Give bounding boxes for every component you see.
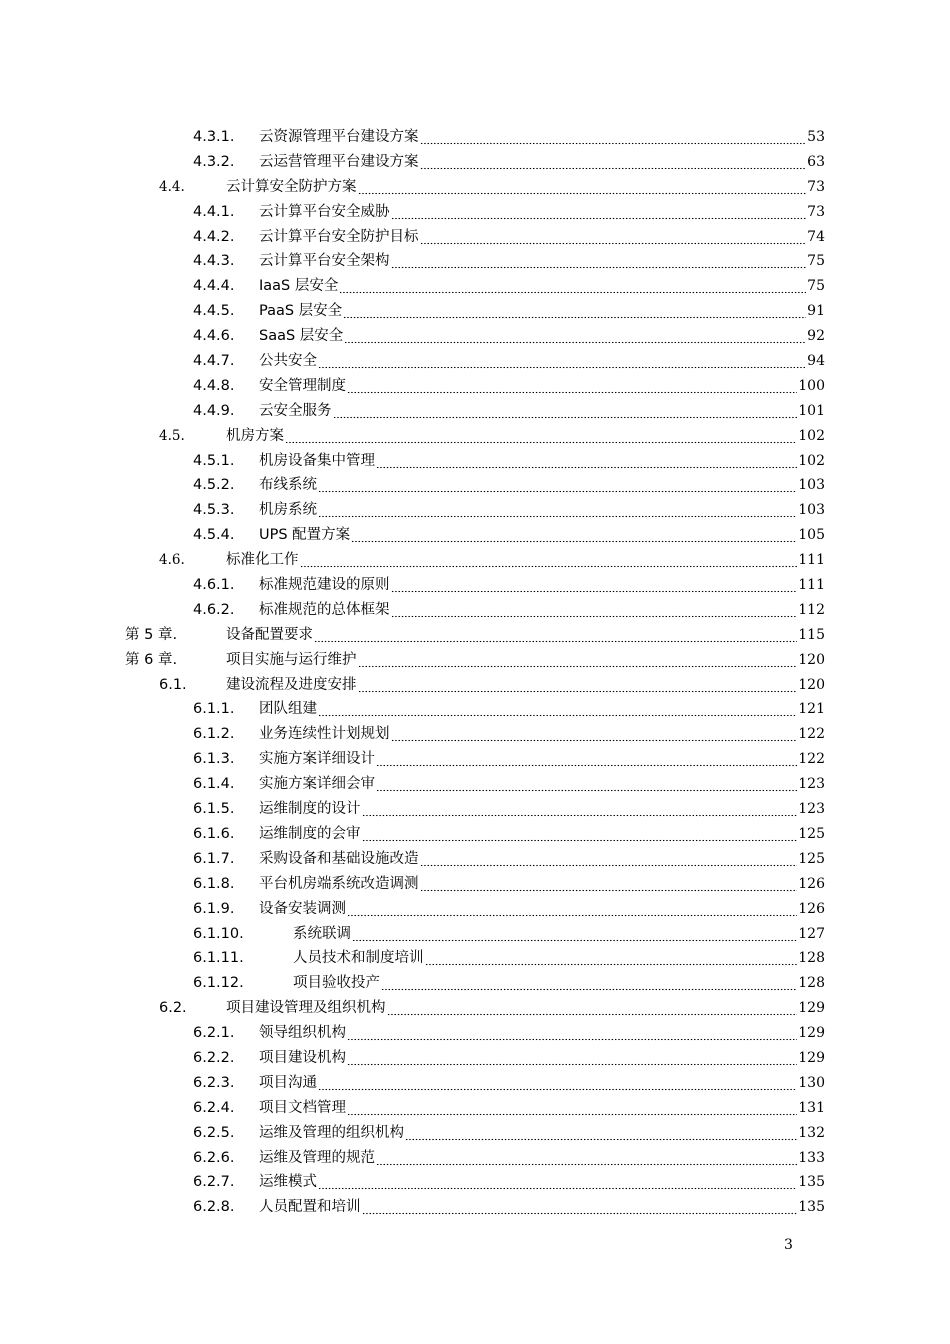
toc-entry[interactable] xyxy=(0,897,950,922)
toc-entry-number: 6.1.6. xyxy=(193,825,235,842)
toc-dot-leader xyxy=(347,1046,797,1071)
toc-entry-number: 第 5 章. xyxy=(125,626,178,643)
toc-dot-leader xyxy=(344,324,806,349)
toc-entry[interactable] xyxy=(0,673,950,698)
toc-entry-number: 4.6.1. xyxy=(193,577,235,594)
toc-dot-leader xyxy=(318,473,797,498)
toc-entry-number: 4.4.6. xyxy=(193,328,235,345)
toc-entry-title: 标准化工作 xyxy=(226,552,299,569)
toc-dot-leader xyxy=(347,897,797,922)
toc-entry-number: 6.2.6. xyxy=(193,1149,235,1166)
toc-entry-number: 6.1.10. xyxy=(193,925,244,942)
toc-entry-page: 103 xyxy=(798,477,825,494)
toc-entry[interactable] xyxy=(0,349,950,374)
toc-entry-number: 6.2.8. xyxy=(193,1199,235,1216)
toc-entry-number: 4.4.4. xyxy=(193,278,235,295)
toc-entry[interactable] xyxy=(0,523,950,548)
toc-entry[interactable] xyxy=(0,249,950,274)
toc-entry-page: 130 xyxy=(798,1074,825,1091)
toc-entry[interactable] xyxy=(0,598,950,623)
toc-entry-page: 125 xyxy=(798,825,825,842)
toc-dot-leader xyxy=(343,299,806,324)
toc-dot-leader xyxy=(391,249,806,274)
toc-entry-page: 103 xyxy=(798,502,825,519)
toc-entry-page: 105 xyxy=(798,527,825,544)
toc-entry-page: 112 xyxy=(798,601,825,618)
toc-dot-leader xyxy=(387,996,797,1021)
toc-entry-number: 6.2.3. xyxy=(193,1074,235,1091)
toc-entry-title: 运维制度的会审 xyxy=(259,825,361,842)
toc-entry[interactable] xyxy=(0,922,950,947)
toc-dot-leader xyxy=(318,697,797,722)
toc-entry-title: SaaS 层安全 xyxy=(259,328,344,345)
toc-entry-page: 115 xyxy=(798,626,825,643)
toc-entry[interactable] xyxy=(0,797,950,822)
toc-dot-leader xyxy=(318,349,806,374)
toc-entry-title: 云安全服务 xyxy=(259,402,332,419)
toc-entry[interactable] xyxy=(0,324,950,349)
toc-entry-number: 6.1.7. xyxy=(193,850,235,867)
toc-entry-number: 4.6.2. xyxy=(193,601,235,618)
toc-entry-title: 机房系统 xyxy=(259,502,317,519)
toc-entry[interactable] xyxy=(0,175,950,200)
toc-entry-page: 121 xyxy=(798,701,825,718)
toc-entry-title: 人员配置和培训 xyxy=(259,1199,361,1216)
page-number: 3 xyxy=(784,1237,793,1253)
toc-entry-title: 机房设备集中管理 xyxy=(259,452,375,469)
toc-entry-page: 122 xyxy=(798,751,825,768)
toc-dot-leader xyxy=(376,747,797,772)
toc-entry-title: UPS 配置方案 xyxy=(259,527,351,544)
toc-entry-page: 102 xyxy=(798,427,825,444)
toc-dot-leader xyxy=(405,1121,797,1146)
toc-entry-page: 125 xyxy=(798,850,825,867)
toc-entry-title: 团队组建 xyxy=(259,701,317,718)
toc-entry-title: 实施方案详细会审 xyxy=(259,776,375,793)
toc-entry-number: 6.1.3. xyxy=(193,751,235,768)
toc-entry[interactable] xyxy=(0,200,950,225)
toc-entry-title: 业务连续性计划规划 xyxy=(259,726,390,743)
toc-entry-number: 6.1.9. xyxy=(193,900,235,917)
toc-entry[interactable] xyxy=(0,697,950,722)
toc-entry-page: 122 xyxy=(798,726,825,743)
toc-entry-page: 73 xyxy=(807,178,825,195)
toc-entry[interactable] xyxy=(0,971,950,996)
toc-entry-title: 云资源管理平台建设方案 xyxy=(259,129,419,145)
toc-entry[interactable] xyxy=(0,374,950,399)
toc-entry[interactable] xyxy=(0,473,950,498)
toc-entry-page: 111 xyxy=(798,552,825,569)
toc-entry-title: 公共安全 xyxy=(259,353,317,370)
toc-entry-page: 129 xyxy=(798,1000,825,1017)
toc-entry[interactable] xyxy=(0,498,950,523)
toc-entry-page: 75 xyxy=(807,278,825,295)
toc-entry[interactable] xyxy=(0,1121,950,1146)
toc-dot-leader xyxy=(358,175,806,200)
toc-entry-number: 6.1. xyxy=(159,676,187,693)
toc-dot-leader xyxy=(351,523,797,548)
toc-entry[interactable] xyxy=(0,1146,950,1171)
toc-entry-title: 标准规范的总体框架 xyxy=(259,601,390,618)
toc-entry-title: 项目验收投产 xyxy=(293,975,380,992)
toc-dot-leader xyxy=(420,872,797,897)
toc-entry-number: 4.4.8. xyxy=(193,377,235,394)
toc-entry-number: 6.1.5. xyxy=(193,801,235,818)
toc-entry[interactable] xyxy=(0,872,950,897)
toc-entry-number: 第 6 章. xyxy=(125,651,178,668)
toc-entry[interactable] xyxy=(0,125,950,150)
toc-dot-leader xyxy=(381,971,797,996)
toc-entry-title: 设备安装调测 xyxy=(259,900,346,917)
toc-entry[interactable] xyxy=(0,847,950,872)
toc-entry-page: 123 xyxy=(798,801,825,818)
toc-entry[interactable] xyxy=(0,449,950,474)
toc-entry-page: 91 xyxy=(807,303,825,320)
toc-dot-leader xyxy=(339,274,806,299)
toc-entry[interactable] xyxy=(0,225,950,250)
toc-entry-title: 布线系统 xyxy=(259,477,317,494)
toc-entry[interactable] xyxy=(0,623,950,648)
toc-entry-page: 53 xyxy=(807,129,825,145)
toc-entry[interactable] xyxy=(0,150,950,175)
toc-entry-title: 系统联调 xyxy=(293,925,351,942)
toc-entry-number: 4.4.7. xyxy=(193,353,235,370)
toc-dot-leader xyxy=(333,399,797,424)
toc-entry-page: 100 xyxy=(798,377,825,394)
toc-entry-number: 6.2.7. xyxy=(193,1174,235,1191)
toc-entry[interactable] xyxy=(0,772,950,797)
toc-dot-leader xyxy=(376,1146,797,1171)
toc-entry-title: 机房方案 xyxy=(226,427,284,444)
toc-entry-title: 云计算安全防护方案 xyxy=(226,178,357,195)
toc-entry-title: 项目文档管理 xyxy=(259,1099,346,1116)
toc-entry[interactable] xyxy=(0,996,950,1021)
toc-entry-title: 云运营管理平台建设方案 xyxy=(259,153,419,170)
toc-entry[interactable] xyxy=(0,648,950,673)
toc-entry-title: 平台机房端系统改造调测 xyxy=(259,875,419,892)
toc-entry-page: 120 xyxy=(798,651,825,668)
toc-entry[interactable] xyxy=(0,424,950,449)
toc-entry-page: 92 xyxy=(807,328,825,345)
toc-entry-page: 74 xyxy=(807,228,825,245)
toc-entry-title: 运维及管理的规范 xyxy=(259,1149,375,1166)
toc-entry-number: 4.3.1. xyxy=(193,129,235,145)
toc-entry[interactable] xyxy=(0,399,950,424)
toc-dot-leader xyxy=(391,200,806,225)
toc-dot-leader xyxy=(285,424,797,449)
toc-entry-page: 102 xyxy=(798,452,825,469)
toc-entry-number: 6.2.1. xyxy=(193,1025,235,1042)
toc-entry-page: 126 xyxy=(798,875,825,892)
toc-entry-title: 运维制度的设计 xyxy=(259,801,361,818)
toc-dot-leader xyxy=(420,125,806,150)
toc-entry[interactable] xyxy=(0,946,950,971)
toc-entry-number: 6.1.1. xyxy=(193,701,235,718)
toc-entry-number: 6.1.8. xyxy=(193,875,235,892)
toc-entry-title: 运维及管理的组织机构 xyxy=(259,1124,404,1141)
toc-entry-title: 标准规范建设的原则 xyxy=(259,577,390,594)
toc-entry-number: 6.1.12. xyxy=(193,975,244,992)
toc-dot-leader xyxy=(420,225,806,250)
table-of-contents xyxy=(0,125,950,1220)
toc-entry-page: 120 xyxy=(798,676,825,693)
toc-entry[interactable] xyxy=(0,1195,950,1220)
toc-entry-number: 4.5.4. xyxy=(193,527,235,544)
toc-entry-title: PaaS 层安全 xyxy=(259,303,343,320)
toc-entry[interactable] xyxy=(0,1021,950,1046)
toc-entry-number: 4.5. xyxy=(159,427,185,444)
toc-dot-leader xyxy=(420,847,797,872)
toc-entry-title: 运维模式 xyxy=(259,1174,317,1191)
toc-entry-number: 4.4.2. xyxy=(193,228,235,245)
toc-entry-title: 项目实施与运行维护 xyxy=(226,651,357,668)
toc-entry-number: 4.4.3. xyxy=(193,253,235,270)
toc-dot-leader xyxy=(314,623,797,648)
toc-entry-number: 4.6. xyxy=(159,552,185,569)
toc-dot-leader xyxy=(318,1170,797,1195)
toc-entry-number: 6.2.5. xyxy=(193,1124,235,1141)
toc-entry[interactable] xyxy=(0,1096,950,1121)
toc-dot-leader xyxy=(391,722,797,747)
toc-entry-page: 75 xyxy=(807,253,825,270)
toc-entry-number: 4.4.1. xyxy=(193,203,235,220)
toc-entry[interactable] xyxy=(0,1071,950,1096)
toc-entry-number: 6.1.2. xyxy=(193,726,235,743)
toc-entry-page: 131 xyxy=(798,1099,825,1116)
toc-entry[interactable] xyxy=(0,722,950,747)
toc-dot-leader xyxy=(347,1096,797,1121)
toc-entry-title: 人员技术和制度培训 xyxy=(293,950,424,967)
toc-dot-leader xyxy=(425,946,797,971)
toc-entry-page: 128 xyxy=(798,950,825,967)
toc-entry-number: 6.2.4. xyxy=(193,1099,235,1116)
toc-entry-number: 4.5.1. xyxy=(193,452,235,469)
toc-entry[interactable] xyxy=(0,299,950,324)
toc-entry-title: 云计算平台安全威胁 xyxy=(259,203,390,220)
toc-entry-page: 132 xyxy=(798,1124,825,1141)
toc-entry-number: 6.1.4. xyxy=(193,776,235,793)
toc-entry-page: 126 xyxy=(798,900,825,917)
toc-entry-page: 129 xyxy=(798,1025,825,1042)
toc-dot-leader xyxy=(358,648,797,673)
toc-entry-title: IaaS 层安全 xyxy=(259,278,339,295)
toc-entry-number: 4.5.2. xyxy=(193,477,235,494)
toc-entry-number: 4.4.5. xyxy=(193,303,235,320)
toc-entry-title: 领导组织机构 xyxy=(259,1025,346,1042)
toc-entry-title: 实施方案详细设计 xyxy=(259,751,375,768)
toc-dot-leader xyxy=(318,498,797,523)
toc-dot-leader xyxy=(420,150,806,175)
toc-entry[interactable] xyxy=(0,747,950,772)
toc-entry-page: 127 xyxy=(798,925,825,942)
toc-entry-title: 云计算平台安全防护目标 xyxy=(259,228,419,245)
toc-entry[interactable] xyxy=(0,1046,950,1071)
toc-entry-page: 129 xyxy=(798,1049,825,1066)
toc-entry-number: 4.4. xyxy=(159,178,185,195)
toc-entry-page: 133 xyxy=(798,1149,825,1166)
toc-entry-page: 101 xyxy=(798,402,825,419)
toc-entry-page: 94 xyxy=(807,353,825,370)
toc-dot-leader xyxy=(358,673,797,698)
toc-entry[interactable] xyxy=(0,573,950,598)
toc-entry[interactable] xyxy=(0,548,950,573)
toc-entry-page: 135 xyxy=(798,1174,825,1191)
toc-entry-page: 111 xyxy=(798,577,825,594)
toc-dot-leader xyxy=(318,1071,797,1096)
toc-entry-page: 73 xyxy=(807,203,825,220)
toc-dot-leader xyxy=(376,449,797,474)
toc-entry-number: 4.4.9. xyxy=(193,402,235,419)
toc-entry-number: 6.1.11. xyxy=(193,950,244,967)
toc-dot-leader xyxy=(362,1195,797,1220)
toc-entry-page: 123 xyxy=(798,776,825,793)
toc-dot-leader xyxy=(347,1021,797,1046)
toc-entry-title: 采购设备和基础设施改造 xyxy=(259,850,419,867)
toc-dot-leader xyxy=(376,772,797,797)
toc-entry-number: 6.2.2. xyxy=(193,1049,235,1066)
toc-entry-number: 4.3.2. xyxy=(193,153,235,170)
toc-entry-number: 4.5.3. xyxy=(193,502,235,519)
toc-entry-title: 建设流程及进度安排 xyxy=(226,676,357,693)
toc-dot-leader xyxy=(391,573,797,598)
toc-dot-leader xyxy=(347,374,797,399)
toc-dot-leader xyxy=(362,797,797,822)
toc-entry-page: 128 xyxy=(798,975,825,992)
toc-entry-page: 135 xyxy=(798,1199,825,1216)
toc-entry-title: 项目建设管理及组织机构 xyxy=(226,1000,386,1017)
toc-entry-title: 设备配置要求 xyxy=(226,626,313,643)
toc-dot-leader xyxy=(362,822,797,847)
toc-entry-title: 项目建设机构 xyxy=(259,1049,346,1066)
toc-entry[interactable] xyxy=(0,274,950,299)
toc-dot-leader xyxy=(391,598,797,623)
toc-entry-number: 6.2. xyxy=(159,1000,187,1017)
toc-entry-title: 云计算平台安全架构 xyxy=(259,253,390,270)
toc-entry-title: 安全管理制度 xyxy=(259,377,346,394)
toc-entry-title: 项目沟通 xyxy=(259,1074,317,1091)
toc-entry-page: 63 xyxy=(807,153,825,170)
toc-entry[interactable] xyxy=(0,1170,950,1195)
toc-entry[interactable] xyxy=(0,822,950,847)
toc-dot-leader xyxy=(300,548,797,573)
toc-dot-leader xyxy=(352,922,797,947)
